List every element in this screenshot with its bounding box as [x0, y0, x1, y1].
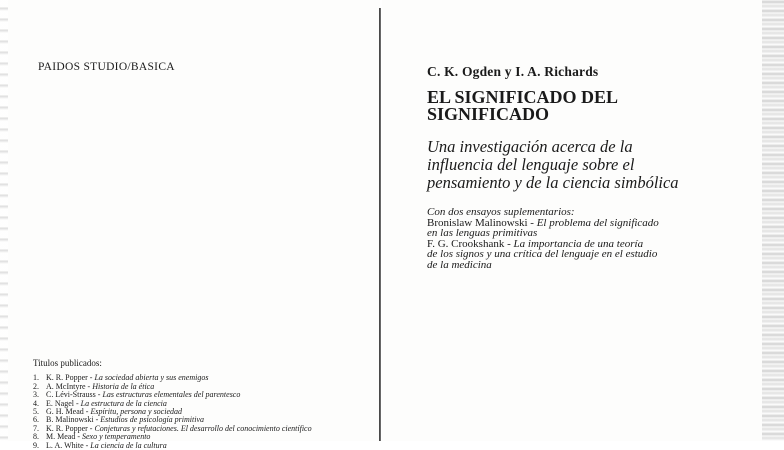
title-list-item: 8. M. Mead - Sexo y temperamento: [33, 432, 151, 442]
book-title: [427, 89, 757, 123]
title-author: A. McIntyre: [46, 381, 86, 391]
title-number: 2.: [33, 381, 39, 391]
title-number: 8.: [33, 432, 39, 442]
subtitle-line-3: pensamiento y de la ciencia simbólica: [427, 173, 679, 192]
essay-2-title-b: de los signos y una crítica del lenguaje en el estudio: [427, 248, 658, 261]
title-work: Historia de la ética: [92, 381, 155, 391]
title-author: M. Mead: [46, 432, 76, 442]
title-work: Las estructuras elementales del parentesco: [102, 390, 241, 400]
title-number: 4.: [33, 398, 39, 408]
title-number: 5.: [33, 407, 39, 417]
published-titles-list: [33, 359, 378, 450]
title-number: 6.: [33, 415, 39, 425]
collection-name: PAIDOS STUDIO/BASICA: [38, 61, 175, 73]
title-work: La ciencia de la cultura: [90, 440, 167, 450]
title-work: La sociedad abierta y sus enemigos: [94, 373, 209, 383]
title-list-item: 7. K. R. Popper - Conjeturas y refutaciones. El desarrollo del conocimiento científico: [33, 423, 312, 433]
title-list-item: 9. L. A. White - La ciencia de la cultura: [33, 440, 167, 450]
subtitle-line-2: influencia del lenguaje sobre el: [427, 155, 635, 174]
title-author: C. Lévi-Strauss: [46, 390, 96, 400]
essay-1: Bronislaw Malinowski - El problema del significado: [427, 216, 659, 229]
titles-heading: Titulos publicados:: [33, 358, 102, 368]
title-work: Espíritu, persona y sociedad: [90, 407, 182, 417]
essay-1-title-b: en las lenguas primitivas: [427, 227, 538, 240]
title-number: 7.: [33, 423, 39, 433]
essay-2-author: F. G. Crookshank: [427, 237, 505, 250]
title-line-2: SIGNIFICADO: [427, 104, 550, 124]
title-list-item: 1. K. R. Popper - La sociedad abierta y sus enemigos: [33, 373, 209, 383]
title-list-item: 3. C. Lévi-Strauss - Las estructuras elementales del parentesco: [33, 390, 241, 400]
left-page-edge: [0, 0, 8, 441]
essays-intro: Con dos ensayos suplementarios:: [427, 206, 575, 218]
essay-2: F. G. Crookshank - La importancia de una teoría: [427, 237, 644, 250]
title-line-1: EL SIGNIFICADO DEL: [427, 87, 619, 107]
book-authors: C. K. Ogden y I. A. Richards: [427, 64, 599, 79]
title-author: K. R. Popper: [46, 423, 88, 433]
title-work: Conjeturas y refutaciones. El desarrollo del conocimiento científico: [94, 423, 312, 433]
title-work: La estructura de la ciencia: [80, 398, 167, 408]
supplementary-essays: [427, 207, 757, 271]
title-number: 9.: [33, 440, 39, 450]
title-list-item: 5. G. H. Mead - Espíritu, persona y sociedad: [33, 407, 182, 417]
right-page-edge: [762, 0, 784, 441]
title-author: K. R. Popper: [46, 373, 88, 383]
essay-2-title-a: La importancia de una teoría: [513, 237, 644, 250]
essay-1-author: Bronislaw Malinowski: [427, 216, 528, 229]
title-list-item: 6. B. Malinowski - Estudios de psicología primitiva: [33, 415, 205, 425]
book-gutter: [379, 8, 381, 441]
title-author: G. H. Mead: [46, 407, 84, 417]
title-author: E. Nagel: [46, 398, 74, 408]
book-subtitle: [427, 138, 757, 192]
essay-1-title-a: El problema del significado: [536, 216, 659, 229]
title-author: L. A. White: [46, 440, 84, 450]
title-number: 3.: [33, 390, 39, 400]
title-work: Estudios de psicología primitiva: [100, 415, 205, 425]
title-number: 1.: [33, 373, 39, 383]
title-list-item: 4. E. Nagel - La estructura de la ciencia: [33, 398, 167, 408]
essay-2-title-c: de la medicina: [427, 258, 492, 271]
subtitle-line-1: Una investigación acerca de la: [427, 137, 633, 156]
title-list-item: 2. A. McIntyre - Historia de la ética: [33, 381, 155, 391]
title-work: Sexo y temperamento: [82, 432, 151, 442]
title-author: B. Malinowski: [46, 415, 94, 425]
